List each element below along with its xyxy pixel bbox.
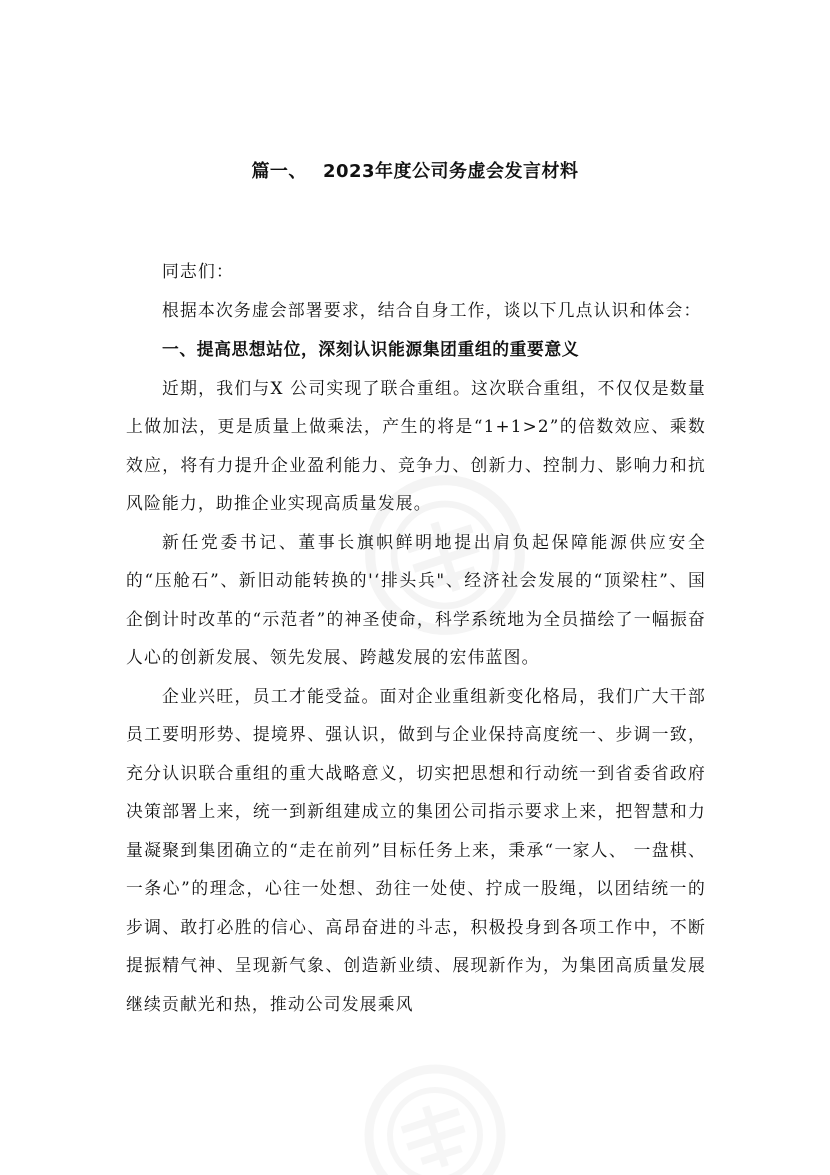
body-paragraph: 企业兴旺，员工才能受益。面对企业重组新变化格局，我们广大干部员工要明形势、提境界、强认识，做到与企业保持高度统一、步调一致，充分认识联合重组的重大战略意义，切实把思想和行动统一到省委省政府决策部署上来，统一到新组建成立的集团公司指示要求上来，把智慧和力量凝聚到集团确立的“走在前列”目标任务上来，秉承“一家人、 一盘棋、 一条心”的理念，心往一处想、劲往一处使、拧成一股绳，以团结统一的步调、敢打必胜的信心、高昂奋进的斗志，积极投身到各项工作中，不断提振精气神、呈现新气象、创造新业绩、展现新作为，为集团高质量发展继续贡献光和热，推动公司发展乘风 <box>126 685 706 1014</box>
title-main: 2023年度公司务虚会发言材料 <box>322 161 579 182</box>
document-title <box>120 158 710 186</box>
watermark-seal-icon <box>340 1040 529 1175</box>
intro-paragraph: 根据本次务虚会部署要求，结合自身工作，谈以下几点认识和体会： <box>162 299 702 320</box>
title-prefix: 篇一、 <box>251 161 307 182</box>
body-paragraph: 近期，我们与X 公司实现了联合重组。这次联合重组，不仅仅是数量上做加法，更是质量上做乘法，产生的将是“1+1>2”的倍数效应、乘数效应，将有力提升企业盈利能力、竞争力、创新力、控制力、影响力和抗风险能力，助推企业实现高质量发展。 <box>126 377 706 513</box>
document-body <box>126 252 706 1023</box>
body-paragraph: 新任党委书记、董事长旗帜鲜明地提出肩负起保障能源供应安全的“压舱石”、新旧动能转换的'‘排头兵"、经济社会发展的“顶梁柱”、国企倒计时改革的“示范者”的神圣使命，科学系统地为全员描绘了一幅振奋人心的创新发展、领先发展、跨越发展的宏伟蓝图。 <box>126 531 706 667</box>
greeting: 同志们： <box>162 261 234 281</box>
section-heading: 一、提高思想站位，深刻认识能源集团重组的重要意义 <box>162 339 580 359</box>
